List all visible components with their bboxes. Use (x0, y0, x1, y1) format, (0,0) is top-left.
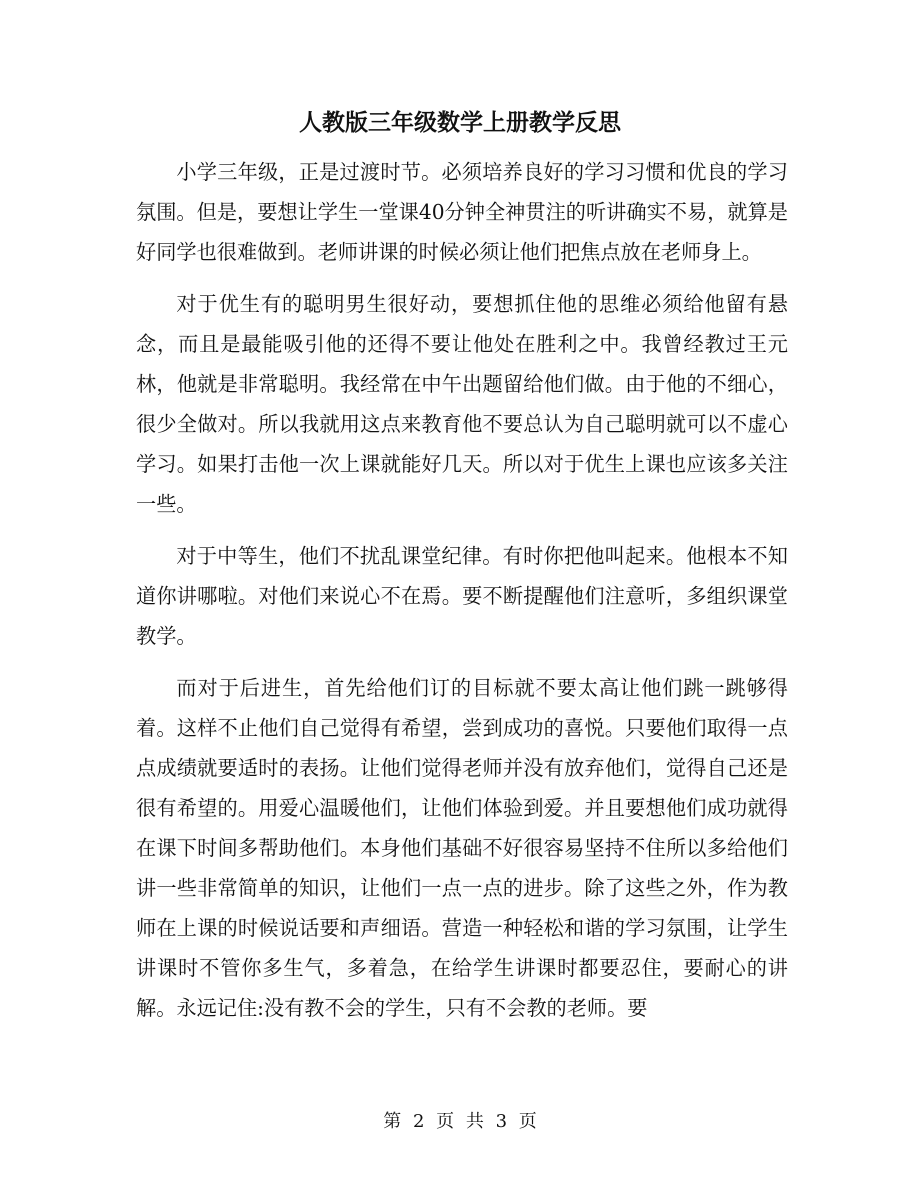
document-title: 人教版三年级数学上册教学反思 (299, 109, 621, 136)
paragraph-3: 对于中等生，他们不扰乱课堂纪律。有时你把他叫起来。他根本不知道你讲哪啦。对他们来说心不在焉。要不断提醒他们注意听，多组织课堂教学。 (136, 544, 788, 648)
paragraph-1: 小学三年级，正是过渡时节。必须培养良好的学习习惯和优良的学习氛围。但是，要想让学生一堂课40分钟全神贯注的听讲确实不易，就算是好同学也很难做到。老师讲课的时候必须让他们把焦点放在老师身上。 (136, 160, 788, 264)
paragraph-4: 而对于后进生，首先给他们订的目标就不要太高让他们跳一跳够得着。这样不止他们自己觉得有希望，尝到成功的喜悦。只要他们取得一点点成绩就要适时的表扬。让他们觉得老师并没有放弃他们，觉得自己还是很有希望的。用爱心温暖他们，让他们体验到爱。并且要想他们成功就得在课下时间多帮助他们。本身他们基础不好很容易坚持不住所以多给他们讲一些非常简单的知识，让他们一点一点的进步。除了这些之外，作为教师在上课的时候说话要和声细语。营造一种轻松和谐的学习氛围，让学生讲课时不管你多生气，多着急，在给学生讲课时都要忍住，要耐心的讲解。永远记住:没有教不会的学生，只有不会教的老师。要 (136, 676, 788, 1020)
document-body (136, 152, 788, 1028)
page-number-footer: 第 2 页 共 3 页 (383, 1111, 537, 1132)
paragraph-2: 对于优生有的聪明男生很好动，要想抓住他的思维必须给他留有悬念，而且是最能吸引他的还得不要让他处在胜利之中。我曾经教过王元林，他就是非常聪明。我经常在中午出题留给他们做。由于他的不细心，很少全做对。所以我就用这点来教育他不要总认为自己聪明就可以不虚心学习。如果打击他一次上课就能好几天。所以对于优生上课也应该多关注一些。 (136, 292, 788, 516)
